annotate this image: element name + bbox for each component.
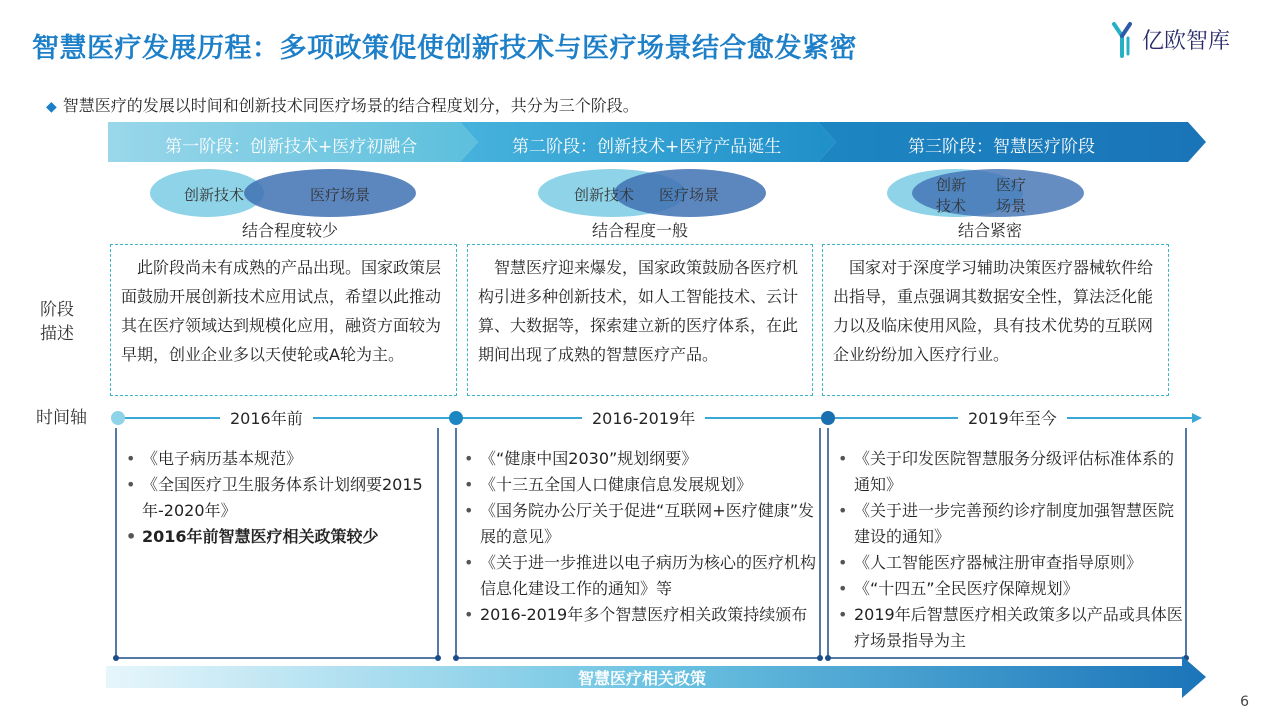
- timeline-node-3: [821, 411, 835, 425]
- list-item: • 《关于进一步完善预约诊疗制度加强智慧医院建设的通知》: [838, 498, 1186, 550]
- venn-label-scene-1: 医疗: [996, 176, 1027, 194]
- intro-sentence: 智慧医疗的发展以时间和创新技术同医疗场景的结合程度划分，共分为三个阶段。: [62, 96, 639, 115]
- policy-arrow-label: 智慧医疗相关政策: [578, 669, 707, 688]
- timeline-side-label: 时间轴: [36, 408, 87, 428]
- stage-3-combo: 结合紧密: [957, 221, 1022, 240]
- logo-text: 亿欧智库: [1142, 29, 1231, 54]
- venn-label-scene: 医疗场景: [659, 186, 720, 204]
- stage-3-description: 国家对于深度学习辅助决策医疗器械软件给出指导，重点强调其数据安全性，算法泛化能力以及临床使用风险，具有技术优势的互联网企业纷纷加入医疗行业。: [822, 244, 1169, 396]
- list-item: • 《十三五全国人口健康信息发展规划》: [464, 472, 824, 498]
- stage-2-description: 智慧医疗迎来爆发，国家政策鼓励各医疗机构引进多种创新技术，如人工智能技术、云计算、大数据等，探索建立新的医疗体系，在此期间出现了成熟的智慧医疗产品。: [467, 244, 813, 396]
- venn-label-tech-2: 技术: [936, 197, 967, 215]
- policy-list-3: [838, 446, 1186, 654]
- page-number: 6: [1240, 694, 1249, 710]
- list-item: • 《全国医疗卫生服务体系计划纲要2015年-2020年》: [126, 472, 434, 524]
- stage-1-description: 此阶段尚未有成熟的产品出现。国家政策层面鼓励开展创新技术应用试点，希望以此推动其在医疗领域达到规模化应用，融资方面较为早期，创业企业多以天使轮或A轮为主。: [110, 244, 457, 396]
- list-item: • 2016-2019年多个智慧医疗相关政策持续颁布: [464, 602, 824, 628]
- policy-list-1: [126, 446, 434, 550]
- venn-label-tech: 创新技术: [574, 186, 635, 204]
- stage-1-label: 第一阶段：创新技术+医疗初融合: [165, 137, 418, 157]
- list-item: • 《关于印发医院智慧服务分级评估标准体系的通知》: [838, 446, 1186, 498]
- stage-3-label: 第三阶段：智慧医疗阶段: [908, 137, 1095, 157]
- list-item: • 《国务院办公厅关于促进“互联网+医疗健康”发展的意见》: [464, 498, 824, 550]
- stage-2-combo: 结合程度一般: [591, 221, 688, 240]
- timeline-node-1: [111, 411, 125, 425]
- stage-3-venn: [880, 168, 1100, 220]
- timeline-node-2: [449, 411, 463, 425]
- list-item: • 《“十四五”全民医疗保障规划》: [838, 576, 1186, 602]
- timeline-period-2: 2016-2019年: [582, 406, 705, 429]
- list-item: • 2016年前智慧医疗相关政策较少: [126, 524, 434, 550]
- timeline-arrow-icon: [1192, 413, 1202, 423]
- list-item: • 《“健康中国2030”规划纲要》: [464, 446, 824, 472]
- venn-label-scene: 医疗场景: [310, 186, 371, 204]
- venn-label-tech: 创新技术: [184, 186, 245, 204]
- diamond-bullet-icon: ◆: [46, 99, 57, 115]
- stage-1-combo: 结合程度较少: [241, 221, 338, 240]
- stage-2-venn: [530, 168, 780, 220]
- page-title: 智慧医疗发展历程：多项政策促使创新技术与医疗场景结合愈发紧密: [32, 33, 857, 64]
- list-item: • 《电子病历基本规范》: [126, 446, 434, 472]
- policy-list-2: [464, 446, 824, 628]
- venn-label-scene-2: 场景: [996, 197, 1027, 215]
- stage-desc-side-label: 阶段 描述: [40, 300, 74, 344]
- timeline-period-1: 2016年前: [220, 406, 313, 429]
- list-item: • 2019年后智慧医疗相关政策多以产品或具体医疗场景指导为主: [838, 602, 1186, 654]
- list-item: • 《关于进一步推进以电子病历为核心的医疗机构信息化建设工作的通知》等: [464, 550, 824, 602]
- intro-text: [46, 93, 639, 116]
- venn-label-tech-1: 创新: [936, 176, 967, 194]
- timeline-period-3: 2019年至今: [958, 406, 1067, 429]
- list-item: • 《人工智能医疗器械注册审查指导原则》: [838, 550, 1186, 576]
- stage-2-label: 第二阶段：创新技术+医疗产品诞生: [512, 137, 782, 157]
